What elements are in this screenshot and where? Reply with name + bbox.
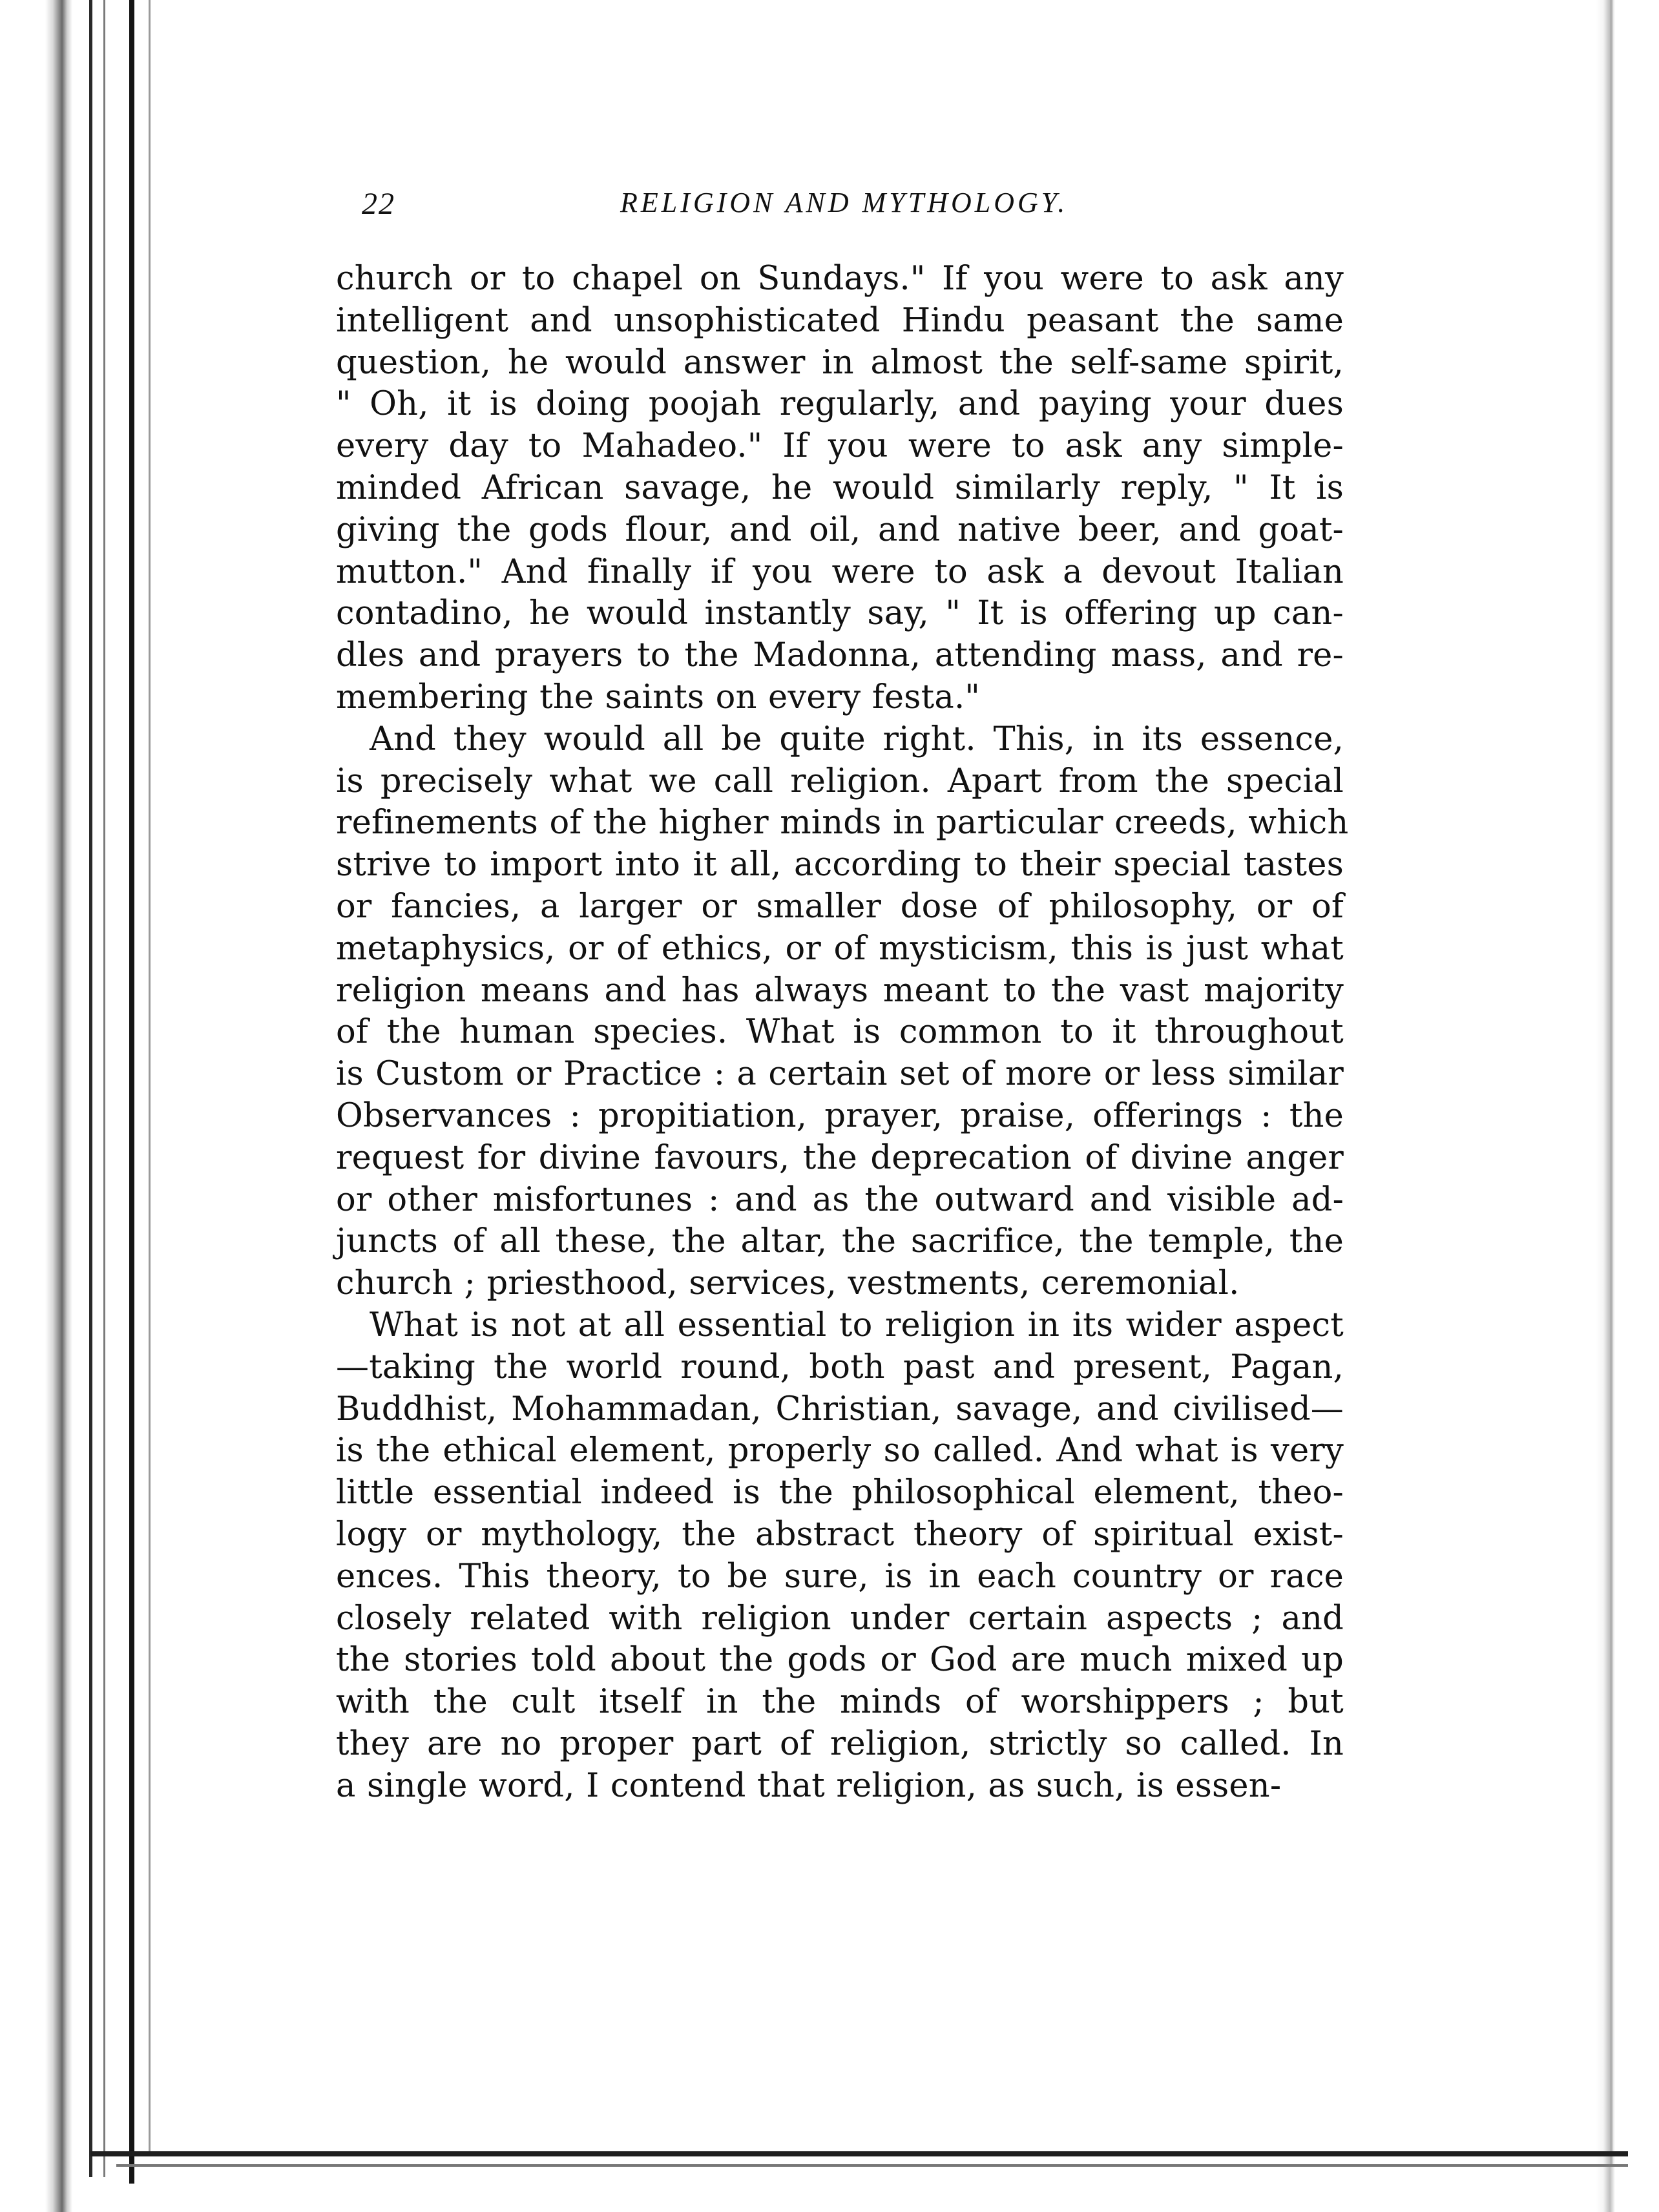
text-line: minded African savage, he would similarly reply, " It is [336, 468, 1344, 507]
paragraph [336, 719, 1349, 1305]
page-right-edge-line [1610, 0, 1612, 2164]
text-line: a single word, I contend that religion, as such, is essen- [336, 1766, 1282, 1805]
page-right-edge [1596, 0, 1659, 2212]
text-line: is precisely what we call religion. Apart from the special [336, 762, 1344, 800]
text-line: membering the saints on every festa." [336, 678, 981, 716]
text-line: of the human species. What is common to it throughout [336, 1013, 1344, 1052]
text-line: with the cult itself in the minds of worshippers ; but [336, 1683, 1344, 1722]
text-line: " Oh, it is doing poojah regularly, and paying your dues [336, 385, 1344, 424]
text-line: juncts of all these, the altar, the sacrifice, the temple, the [336, 1222, 1344, 1261]
binding-edge-line [149, 0, 151, 2151]
body-text [336, 258, 1349, 1807]
page-bottom-edge-line [116, 2164, 1628, 2167]
text-line: is Custom or Practice : a certain set of more or less similar [336, 1055, 1344, 1094]
running-head [336, 174, 1344, 233]
text-line: closely related with religion under certain aspects ; and [336, 1599, 1344, 1638]
text-line: little essential indeed is the philosophical element, theo- [336, 1474, 1344, 1512]
text-line: Observances : propitiation, prayer, praise, offerings : the [336, 1096, 1344, 1135]
text-line: contadino, he would instantly say, " It is offering up can- [336, 594, 1344, 633]
binding-edge-line [89, 0, 92, 2177]
text-line: metaphysics, or of ethics, or of mysticism, this is just what [336, 929, 1344, 968]
text-line: religion means and has always meant to the vast majority [336, 971, 1344, 1010]
text-line: they are no proper part of religion, strictly so called. In [336, 1724, 1344, 1763]
text-line: —taking the world round, both past and present, Pagan, [336, 1348, 1344, 1386]
text-line: Buddhist, Mohammadan, Christian, savage, and civilised— [336, 1390, 1344, 1428]
text-line: question, he would answer in almost the self-same spirit, [336, 343, 1344, 382]
text-line: logy or mythology, the abstract theory of spiritual exist- [336, 1515, 1344, 1554]
text-line: dles and prayers to the Madonna, attending mass, and re- [336, 636, 1344, 675]
binding-edge-line [103, 0, 105, 2177]
text-line: request for divine favours, the deprecation of divine anger [336, 1138, 1344, 1177]
text-line: or fancies, a larger or smaller dose of philosophy, or of [336, 887, 1344, 926]
binding-shadow [0, 0, 78, 2212]
page-bottom-edge [90, 2151, 1628, 2156]
book-page [336, 174, 1349, 1807]
text-line: the stories told about the gods or God are much mixed up [336, 1641, 1344, 1680]
text-line: is the ethical element, properly so called. And what is very [336, 1432, 1344, 1470]
text-line: mutton." And finally if you were to ask a devout Italian [336, 552, 1344, 591]
text-line: every day to Mahadeo." If you were to ask any simple- [336, 427, 1344, 466]
paragraph [336, 1305, 1344, 1808]
text-line: ences. This theory, to be sure, is in each country or race [336, 1557, 1344, 1596]
text-line: giving the gods flour, and oil, and native beer, and goat- [336, 510, 1344, 549]
text-line: intelligent and unsophisticated Hindu peasant the same [336, 301, 1344, 340]
paragraph [336, 258, 1344, 719]
text-line: church ; priesthood, services, vestments, ceremonial. [336, 1264, 1240, 1303]
text-line: And they would all be quite right. This, in its essence, [370, 720, 1344, 758]
text-line: church or to chapel on Sundays." If you were to ask any [336, 260, 1344, 298]
binding-edge-line [129, 0, 134, 2184]
text-line: What is not at all essential to religion in its wider aspect [370, 1306, 1344, 1344]
text-line: or other misfortunes : and as the outward and visible ad- [336, 1180, 1344, 1219]
running-head-title: RELIGION AND MYTHOLOGY. [620, 187, 1069, 218]
page-number: 22 [362, 187, 395, 221]
text-line: strive to import into it all, according to their special tastes [336, 846, 1344, 884]
text-line: refinements of the higher minds in particular creeds, which [336, 804, 1349, 842]
